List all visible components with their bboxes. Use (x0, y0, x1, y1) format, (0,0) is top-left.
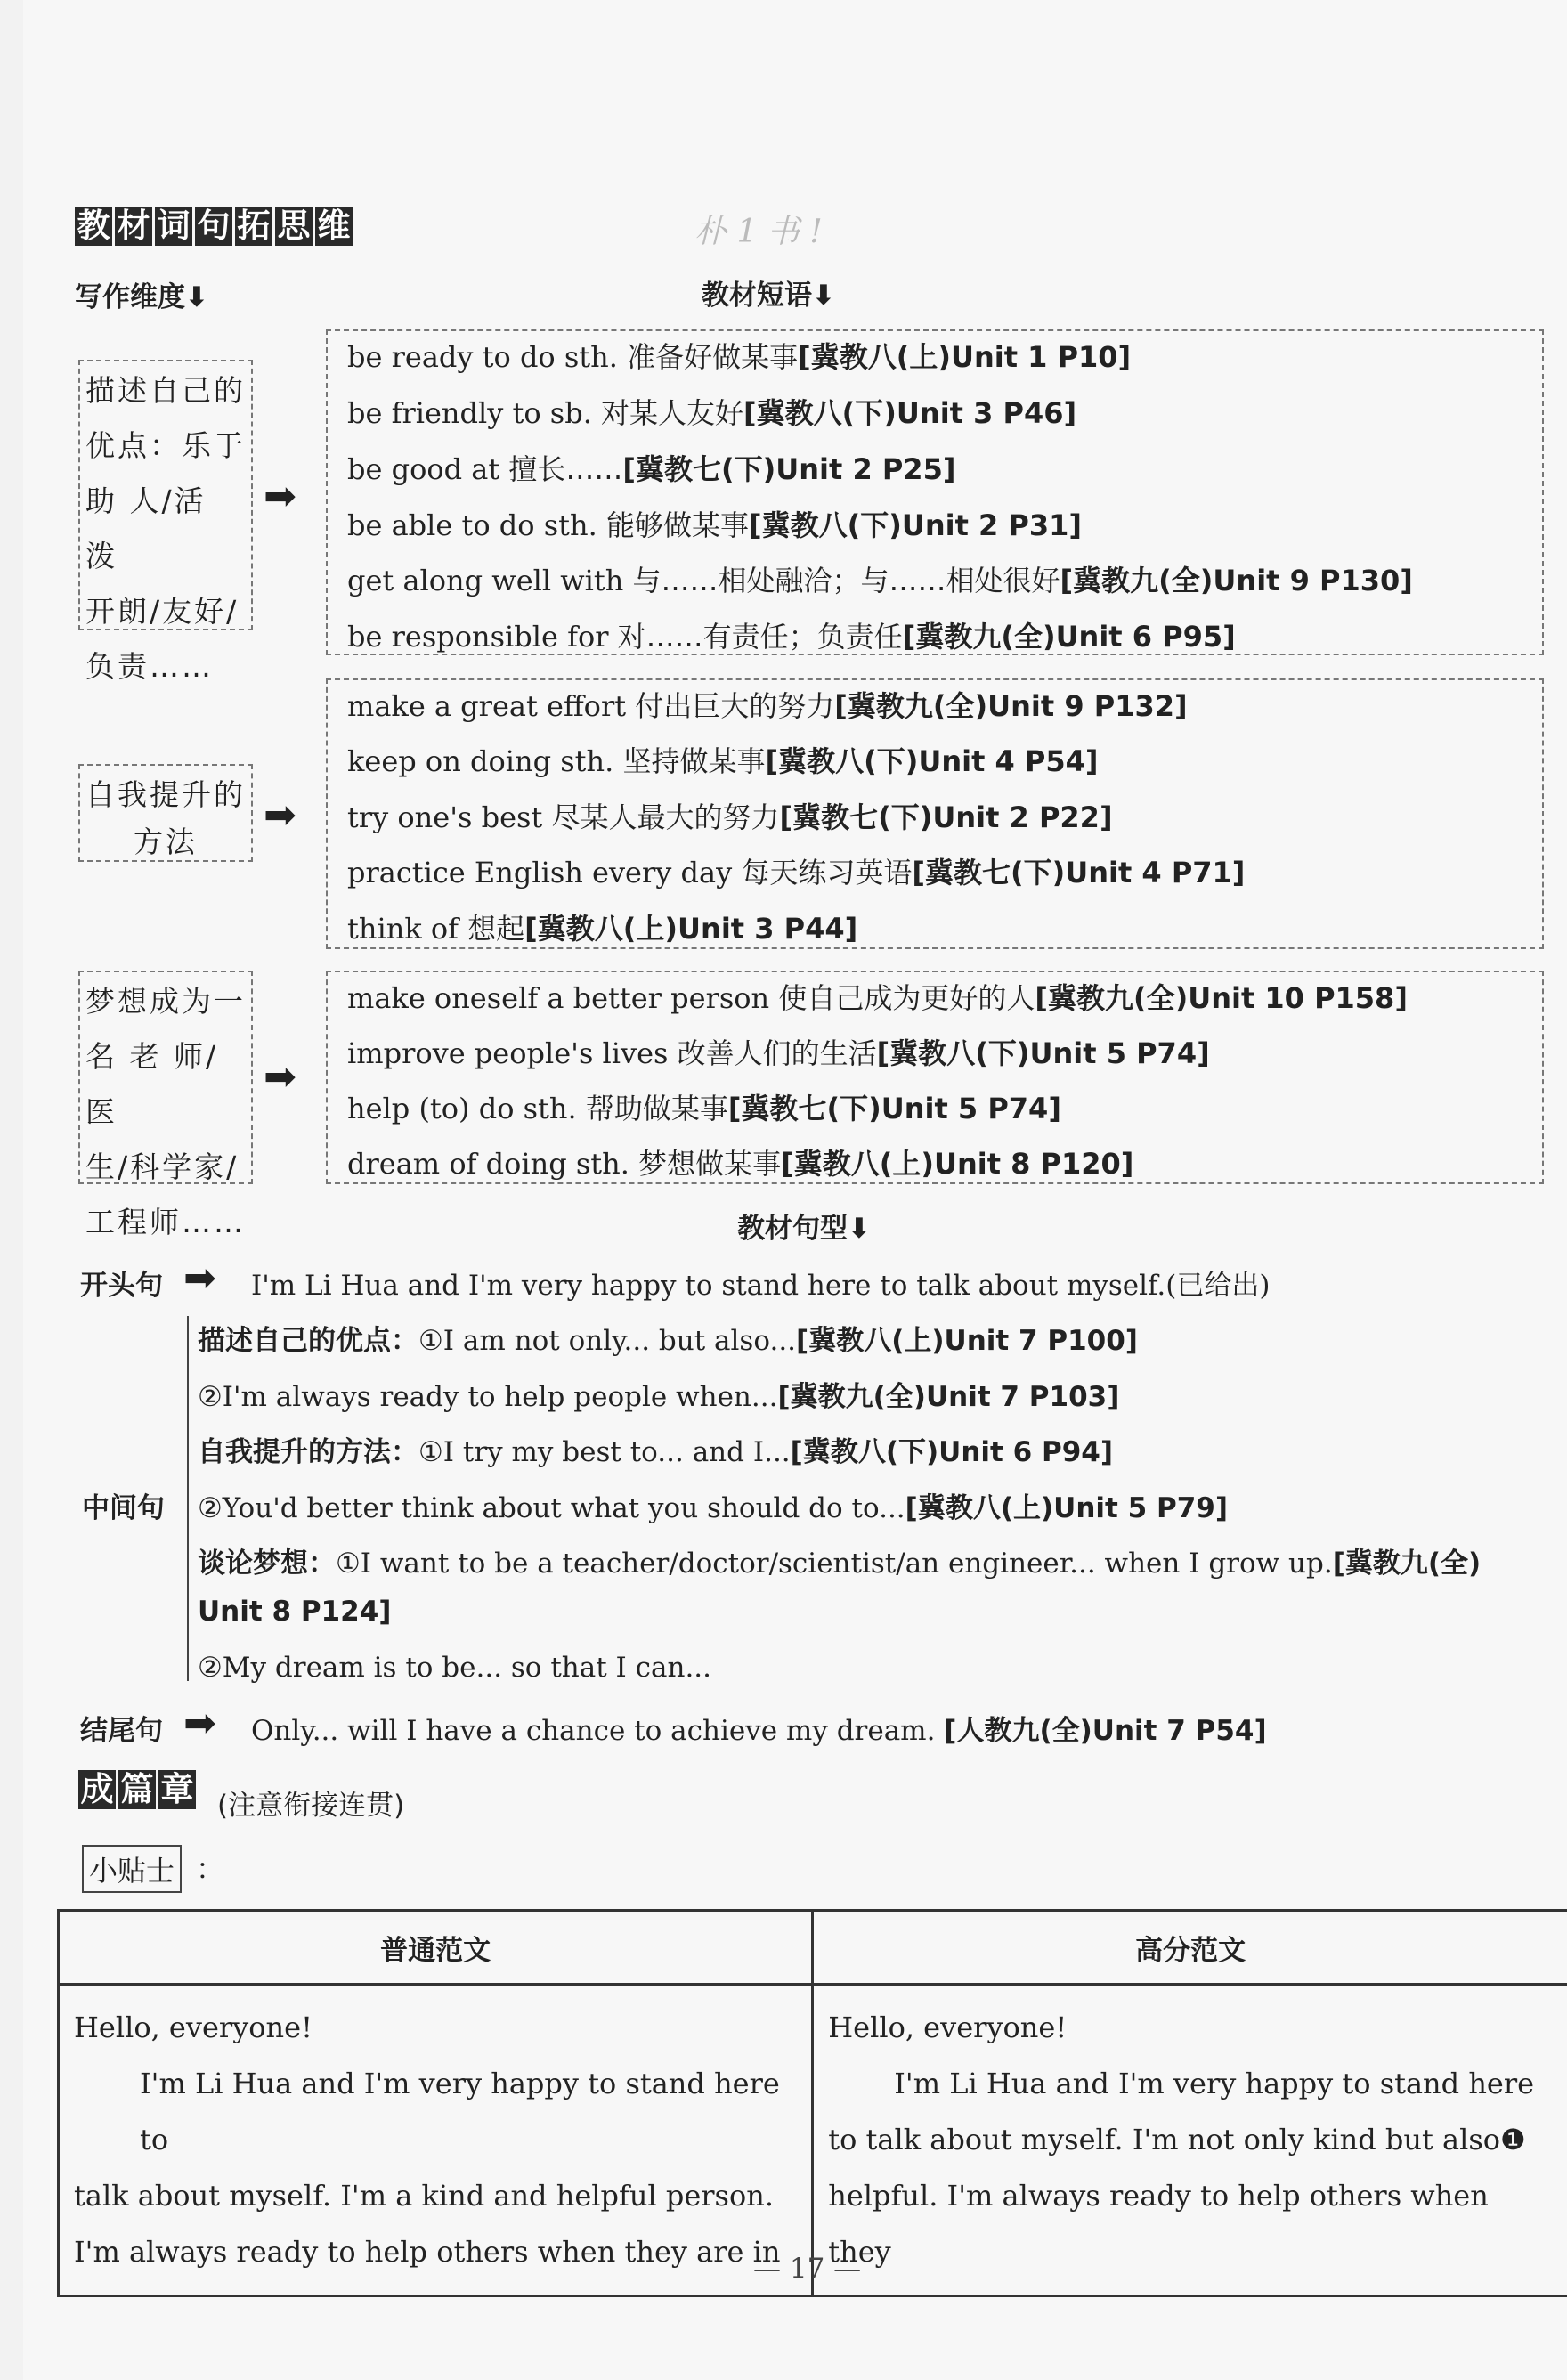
composition-note: (注意衔接连贯) (217, 1790, 405, 1822)
middle-line: 自我提升的方法：①I try my best to... and I...[冀教八(下)Unit 6 P94] (198, 1436, 1114, 1468)
group-label-3 (78, 971, 253, 1239)
phrase-line: be friendly to sb. 对某人友好[冀教八(下)Unit 3 P46] (347, 396, 1077, 430)
banner-char: 拓 (235, 207, 272, 246)
middle-line: ②My dream is to be... so that I can... (198, 1652, 712, 1684)
tips-label: 小贴士 (82, 1845, 182, 1893)
middle-line: 谈论梦想：①I want to be a teacher/doctor/scientist/an engineer... when I grow up.[冀教九(全) (198, 1547, 1482, 1580)
group-label-1 (78, 360, 253, 684)
label-line: 工程师…… (85, 1205, 246, 1239)
essay-line: Hello, everyone! (74, 2010, 313, 2044)
banner-char: 思 (275, 207, 313, 246)
essay-comparison-table (57, 1909, 1567, 2297)
essay-line: talk about myself. I'm a kind and helpful person. (74, 2179, 775, 2213)
label-line: 自我提升的 (85, 777, 246, 812)
phrase-line: practice English every day 每天练习英语[冀教七(下)Unit 4 P71] (347, 856, 1246, 889)
banner-char: 词 (155, 207, 192, 246)
banner-char: 维 (315, 207, 353, 246)
phrase-line: keep on doing sth. 坚持做某事[冀教八(下)Unit 4 P54] (347, 744, 1099, 778)
phrase-line: think of 想起[冀教八(上)Unit 3 P44] (347, 912, 858, 946)
middle-line: Unit 8 P124] (198, 1596, 392, 1628)
handwritten-scribble: 朴 1 书 ! (694, 214, 823, 250)
banner-char: 成 (78, 1770, 116, 1809)
right-arrow-icon: ➡ (183, 1255, 216, 1301)
banner-char: 材 (115, 207, 152, 246)
phrase-line: help (to) do sth. 帮助做某事[冀教七(下)Unit 5 P74] (347, 1092, 1061, 1125)
middle-label: 中间句 (82, 1492, 165, 1524)
right-arrow-icon: ➡ (264, 474, 296, 519)
label-line: 梦想成为一 (85, 984, 246, 1019)
label-line: 描述自己的 (85, 373, 246, 408)
essay-line: I'm always ready to help others when they are in (74, 2235, 781, 2269)
col-header-high: 高分范文 (813, 1911, 1567, 1985)
phrase-line: try one's best 尽某人最大的努力[冀教七(下)Unit 2 P22] (347, 800, 1113, 834)
closing-label: 结尾句 (80, 1715, 163, 1747)
page-number: — 17 — (753, 2253, 862, 2285)
phrase-box-1 (326, 329, 1544, 655)
opening-label: 开头句 (80, 1270, 163, 1302)
label-line: 助 人/活 泼 (85, 483, 207, 573)
phrase-line: be able to do sth. 能够做某事[冀教八(下)Unit 2 P31] (347, 508, 1083, 542)
col-header-normal: 普通范文 (59, 1911, 813, 1985)
phrase-line: make oneself a better person 使自己成为更好的人[冀教九(全)Unit 10 P158] (347, 981, 1408, 1015)
banner-char: 句 (195, 207, 232, 246)
label-line: 方法 (134, 824, 198, 859)
tips-colon: ： (196, 1852, 225, 1886)
phrase-line: make a great effort 付出巨大的努力[冀教九(全)Unit 9 P132] (347, 689, 1188, 723)
high-score-essay (813, 1985, 1567, 2296)
banner-char: 篇 (118, 1770, 156, 1809)
closing-sentence: Only... will I have a chance to achieve my dream. [人教九(全)Unit 7 P54] (251, 1715, 1267, 1747)
phrases-header: 教材短语⬇ (702, 280, 835, 312)
middle-line: ②You'd better think about what you should do to...[冀教八(上)Unit 5 P79] (198, 1492, 1229, 1524)
label-line: 生/科学家/ (85, 1149, 240, 1184)
label-line: 优点：乐于 (85, 428, 246, 463)
middle-line: 描述自己的优点：①I am not only... but also...[冀教八(上)Unit 7 P100] (198, 1325, 1138, 1357)
writing-dimension-header: 写作维度⬇ (75, 281, 208, 313)
label-line: 负责…… (85, 649, 214, 684)
opening-sentence: I'm Li Hua and I'm very happy to stand here to talk about myself.(已给出) (251, 1270, 1271, 1302)
label-line: 名 老 师/医 (85, 1039, 219, 1129)
middle-line: ②I'm always ready to help people when...[冀教九(全)Unit 7 P103] (198, 1381, 1120, 1413)
essay-line: helpful. I'm always ready to help others when they (828, 2179, 1489, 2269)
label-line: 开朗/友好/ (85, 594, 240, 629)
banner-char: 教 (75, 207, 112, 246)
phrase-line: dream of doing sth. 梦想做某事[冀教八(上)Unit 8 P120] (347, 1147, 1134, 1181)
phrase-line: get along well with 与……相处融洽；与……相处很好[冀教九(全)Unit 9 P130] (347, 564, 1413, 597)
essay-line: I'm Li Hua and I'm very happy to stand here (894, 2067, 1535, 2100)
composition-banner (78, 1770, 196, 1809)
middle-brace (187, 1316, 189, 1681)
right-arrow-icon: ➡ (183, 1701, 216, 1746)
phrase-line: be good at 擅长……[冀教七(下)Unit 2 P25] (347, 452, 956, 486)
essay-line: to talk about myself. I'm not only kind but also❶ (828, 2123, 1526, 2157)
right-arrow-icon: ➡ (264, 792, 296, 838)
normal-essay (59, 1985, 813, 2296)
banner-char: 章 (158, 1770, 196, 1809)
essay-line: I'm Li Hua and I'm very happy to stand here to (140, 2067, 780, 2157)
section-banner (75, 207, 353, 246)
phrase-line: improve people's lives 改善人们的生活[冀教八(下)Unit 5 P74] (347, 1036, 1210, 1070)
phrase-line: be ready to do sth. 准备好做某事[冀教八(上)Unit 1 P10] (347, 340, 1132, 374)
right-arrow-icon: ➡ (264, 1054, 296, 1100)
patterns-header: 教材句型⬇ (737, 1213, 871, 1245)
phrase-line: be responsible for 对……有责任；负责任[冀教九(全)Unit 6 P95] (347, 620, 1236, 654)
essay-line: Hello, everyone! (828, 2010, 1068, 2044)
group-label-2 (78, 764, 253, 862)
